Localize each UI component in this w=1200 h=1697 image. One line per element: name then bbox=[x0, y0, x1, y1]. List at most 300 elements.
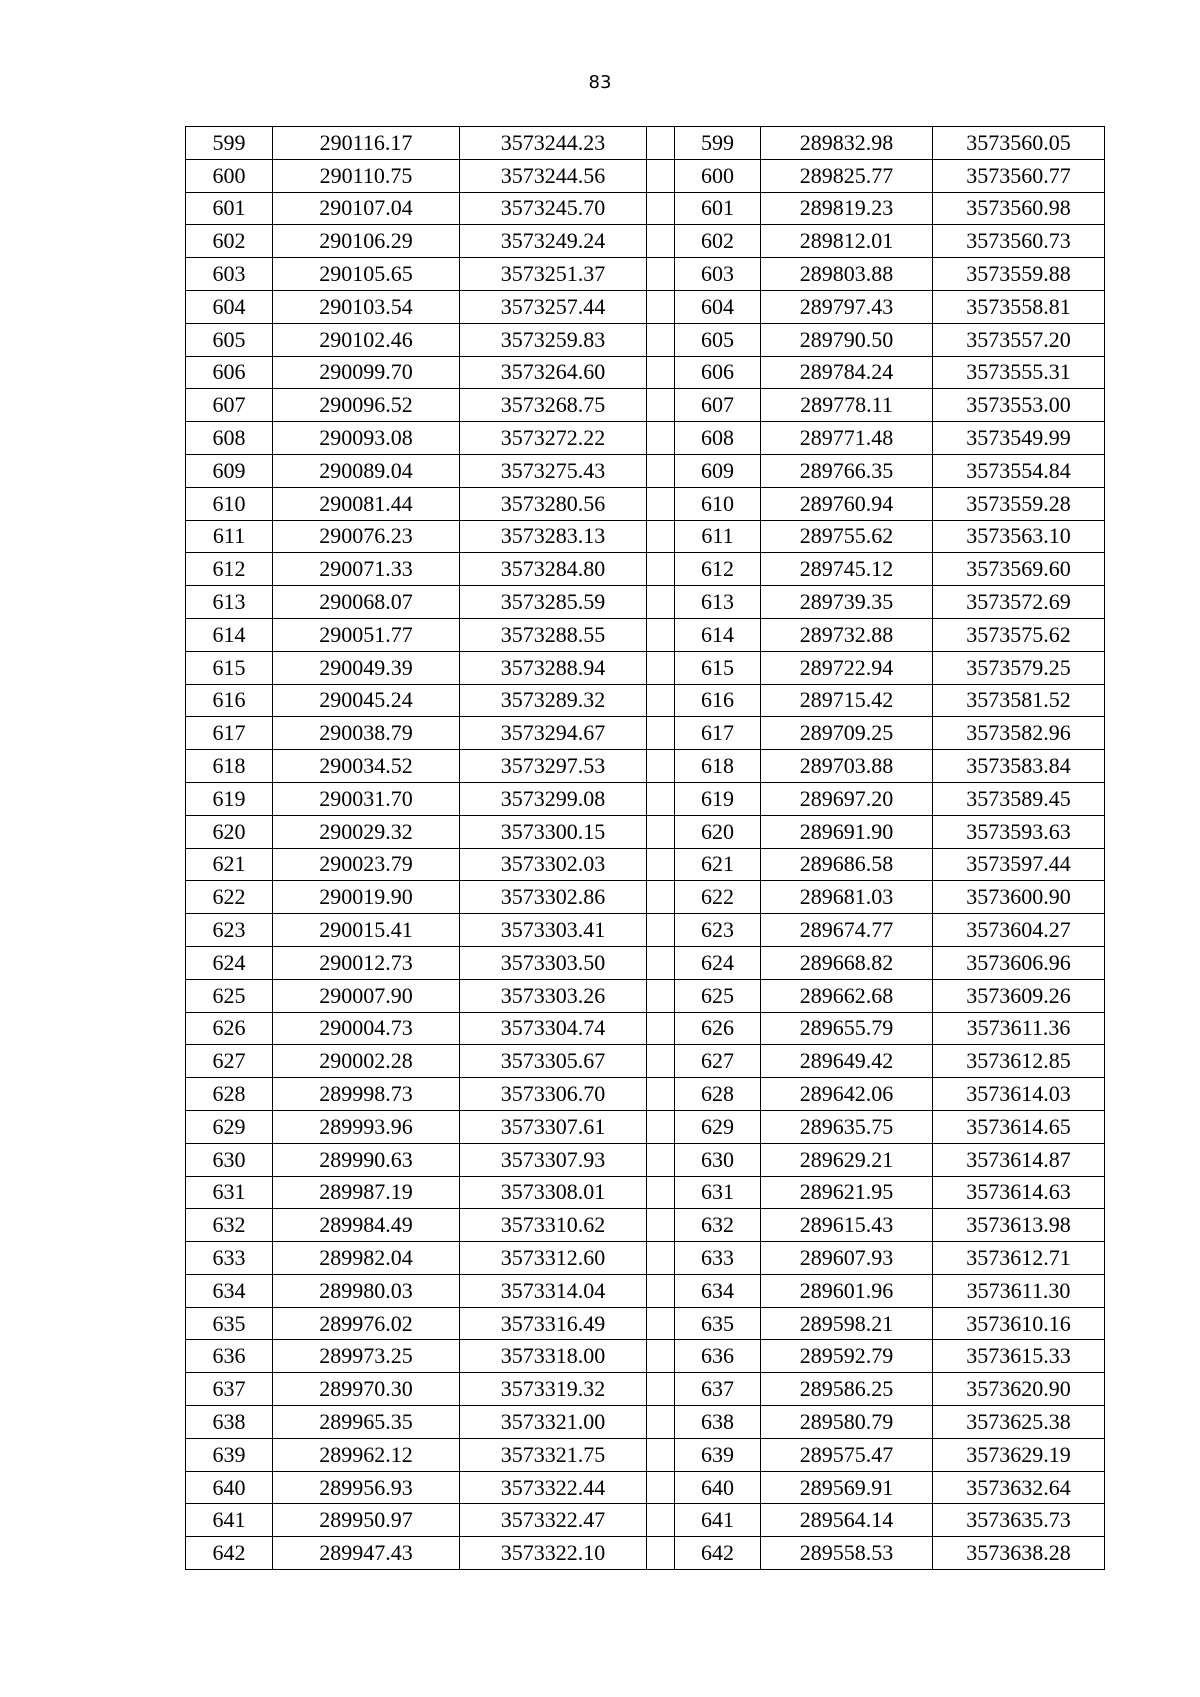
left-y-cell: 3573304.74 bbox=[460, 1012, 647, 1045]
left-point-id-cell: 604 bbox=[186, 290, 273, 323]
left-x-cell: 290068.07 bbox=[273, 586, 460, 619]
table-row bbox=[186, 1078, 1105, 1111]
table-row bbox=[186, 1307, 1105, 1340]
left-y-cell: 3573288.94 bbox=[460, 651, 647, 684]
left-x-cell: 290012.73 bbox=[273, 946, 460, 979]
right-y-cell: 3573560.77 bbox=[933, 159, 1105, 192]
right-y-cell: 3573635.73 bbox=[933, 1504, 1105, 1537]
right-y-cell: 3573614.87 bbox=[933, 1143, 1105, 1176]
right-x-cell: 289771.48 bbox=[761, 422, 933, 455]
left-point-id-cell: 615 bbox=[186, 651, 273, 684]
table-row bbox=[186, 1143, 1105, 1176]
table-row bbox=[186, 290, 1105, 323]
right-x-cell: 289825.77 bbox=[761, 159, 933, 192]
left-y-cell: 3573275.43 bbox=[460, 454, 647, 487]
right-point-id-cell: 609 bbox=[675, 454, 761, 487]
table-row bbox=[186, 1504, 1105, 1537]
right-x-cell: 289790.50 bbox=[761, 323, 933, 356]
right-point-id-cell: 640 bbox=[675, 1471, 761, 1504]
table-row bbox=[186, 356, 1105, 389]
table-row bbox=[186, 1176, 1105, 1209]
separator-cell bbox=[647, 750, 675, 783]
separator-cell bbox=[647, 487, 675, 520]
right-y-cell: 3573609.26 bbox=[933, 979, 1105, 1012]
right-x-cell: 289592.79 bbox=[761, 1340, 933, 1373]
right-x-cell: 289686.58 bbox=[761, 848, 933, 881]
left-x-cell: 290116.17 bbox=[273, 127, 460, 160]
right-x-cell: 289655.79 bbox=[761, 1012, 933, 1045]
separator-cell bbox=[647, 1340, 675, 1373]
right-x-cell: 289569.91 bbox=[761, 1471, 933, 1504]
table-row bbox=[186, 159, 1105, 192]
left-y-cell: 3573310.62 bbox=[460, 1209, 647, 1242]
right-point-id-cell: 639 bbox=[675, 1438, 761, 1471]
table-row bbox=[186, 1209, 1105, 1242]
right-x-cell: 289739.35 bbox=[761, 586, 933, 619]
right-y-cell: 3573589.45 bbox=[933, 782, 1105, 815]
left-point-id-cell: 599 bbox=[186, 127, 273, 160]
separator-cell bbox=[647, 1143, 675, 1176]
left-y-cell: 3573322.10 bbox=[460, 1537, 647, 1570]
left-point-id-cell: 612 bbox=[186, 553, 273, 586]
left-x-cell: 290096.52 bbox=[273, 389, 460, 422]
separator-cell bbox=[647, 356, 675, 389]
right-point-id-cell: 608 bbox=[675, 422, 761, 455]
table-row bbox=[186, 1537, 1105, 1570]
right-point-id-cell: 627 bbox=[675, 1045, 761, 1078]
left-point-id-cell: 608 bbox=[186, 422, 273, 455]
separator-cell bbox=[647, 1242, 675, 1275]
right-x-cell: 289649.42 bbox=[761, 1045, 933, 1078]
right-point-id-cell: 600 bbox=[675, 159, 761, 192]
table-row bbox=[186, 1045, 1105, 1078]
left-y-cell: 3573297.53 bbox=[460, 750, 647, 783]
left-point-id-cell: 641 bbox=[186, 1504, 273, 1537]
right-x-cell: 289760.94 bbox=[761, 487, 933, 520]
right-point-id-cell: 606 bbox=[675, 356, 761, 389]
left-point-id-cell: 603 bbox=[186, 258, 273, 291]
left-x-cell: 290071.33 bbox=[273, 553, 460, 586]
right-point-id-cell: 611 bbox=[675, 520, 761, 553]
left-x-cell: 290099.70 bbox=[273, 356, 460, 389]
right-x-cell: 289586.25 bbox=[761, 1373, 933, 1406]
right-y-cell: 3573582.96 bbox=[933, 717, 1105, 750]
coordinates-table bbox=[185, 126, 1105, 1570]
separator-cell bbox=[647, 1078, 675, 1111]
right-x-cell: 289732.88 bbox=[761, 618, 933, 651]
right-y-cell: 3573613.98 bbox=[933, 1209, 1105, 1242]
right-x-cell: 289629.21 bbox=[761, 1143, 933, 1176]
table-row bbox=[186, 586, 1105, 619]
table-row bbox=[186, 848, 1105, 881]
left-x-cell: 290002.28 bbox=[273, 1045, 460, 1078]
table-row bbox=[186, 258, 1105, 291]
left-x-cell: 290051.77 bbox=[273, 618, 460, 651]
left-point-id-cell: 600 bbox=[186, 159, 273, 192]
right-point-id-cell: 628 bbox=[675, 1078, 761, 1111]
right-x-cell: 289580.79 bbox=[761, 1406, 933, 1439]
separator-cell bbox=[647, 1045, 675, 1078]
right-point-id-cell: 624 bbox=[675, 946, 761, 979]
table-row bbox=[186, 1012, 1105, 1045]
left-x-cell: 289980.03 bbox=[273, 1274, 460, 1307]
separator-cell bbox=[647, 1110, 675, 1143]
right-y-cell: 3573563.10 bbox=[933, 520, 1105, 553]
left-y-cell: 3573251.37 bbox=[460, 258, 647, 291]
right-point-id-cell: 616 bbox=[675, 684, 761, 717]
left-y-cell: 3573289.32 bbox=[460, 684, 647, 717]
right-y-cell: 3573610.16 bbox=[933, 1307, 1105, 1340]
right-x-cell: 289812.01 bbox=[761, 225, 933, 258]
table-row bbox=[186, 651, 1105, 684]
left-point-id-cell: 621 bbox=[186, 848, 273, 881]
right-y-cell: 3573549.99 bbox=[933, 422, 1105, 455]
left-point-id-cell: 618 bbox=[186, 750, 273, 783]
left-x-cell: 290015.41 bbox=[273, 914, 460, 947]
left-y-cell: 3573305.67 bbox=[460, 1045, 647, 1078]
right-y-cell: 3573600.90 bbox=[933, 881, 1105, 914]
right-y-cell: 3573572.69 bbox=[933, 586, 1105, 619]
right-point-id-cell: 631 bbox=[675, 1176, 761, 1209]
right-x-cell: 289715.42 bbox=[761, 684, 933, 717]
separator-cell bbox=[647, 782, 675, 815]
separator-cell bbox=[647, 192, 675, 225]
right-y-cell: 3573579.25 bbox=[933, 651, 1105, 684]
table-row bbox=[186, 750, 1105, 783]
separator-cell bbox=[647, 1012, 675, 1045]
right-y-cell: 3573558.81 bbox=[933, 290, 1105, 323]
table-row bbox=[186, 487, 1105, 520]
left-x-cell: 290105.65 bbox=[273, 258, 460, 291]
left-point-id-cell: 623 bbox=[186, 914, 273, 947]
table-row bbox=[186, 717, 1105, 750]
right-y-cell: 3573638.28 bbox=[933, 1537, 1105, 1570]
left-point-id-cell: 617 bbox=[186, 717, 273, 750]
right-y-cell: 3573597.44 bbox=[933, 848, 1105, 881]
left-x-cell: 289947.43 bbox=[273, 1537, 460, 1570]
right-point-id-cell: 634 bbox=[675, 1274, 761, 1307]
left-y-cell: 3573259.83 bbox=[460, 323, 647, 356]
right-y-cell: 3573615.33 bbox=[933, 1340, 1105, 1373]
separator-cell bbox=[647, 651, 675, 684]
right-x-cell: 289668.82 bbox=[761, 946, 933, 979]
left-x-cell: 289993.96 bbox=[273, 1110, 460, 1143]
separator-cell bbox=[647, 159, 675, 192]
right-y-cell: 3573559.88 bbox=[933, 258, 1105, 291]
left-point-id-cell: 622 bbox=[186, 881, 273, 914]
separator-cell bbox=[647, 618, 675, 651]
right-point-id-cell: 615 bbox=[675, 651, 761, 684]
left-x-cell: 290103.54 bbox=[273, 290, 460, 323]
separator-cell bbox=[647, 225, 675, 258]
left-point-id-cell: 614 bbox=[186, 618, 273, 651]
left-point-id-cell: 630 bbox=[186, 1143, 273, 1176]
left-x-cell: 289965.35 bbox=[273, 1406, 460, 1439]
separator-cell bbox=[647, 1471, 675, 1504]
left-point-id-cell: 631 bbox=[186, 1176, 273, 1209]
table-row bbox=[186, 1110, 1105, 1143]
table-row bbox=[186, 422, 1105, 455]
right-x-cell: 289709.25 bbox=[761, 717, 933, 750]
right-x-cell: 289819.23 bbox=[761, 192, 933, 225]
right-y-cell: 3573611.36 bbox=[933, 1012, 1105, 1045]
right-y-cell: 3573625.38 bbox=[933, 1406, 1105, 1439]
left-x-cell: 289970.30 bbox=[273, 1373, 460, 1406]
left-y-cell: 3573249.24 bbox=[460, 225, 647, 258]
left-y-cell: 3573302.86 bbox=[460, 881, 647, 914]
left-point-id-cell: 636 bbox=[186, 1340, 273, 1373]
left-point-id-cell: 616 bbox=[186, 684, 273, 717]
left-x-cell: 290038.79 bbox=[273, 717, 460, 750]
left-y-cell: 3573244.23 bbox=[460, 127, 647, 160]
right-x-cell: 289755.62 bbox=[761, 520, 933, 553]
right-y-cell: 3573555.31 bbox=[933, 356, 1105, 389]
table-row bbox=[186, 1373, 1105, 1406]
right-x-cell: 289674.77 bbox=[761, 914, 933, 947]
right-x-cell: 289615.43 bbox=[761, 1209, 933, 1242]
separator-cell bbox=[647, 815, 675, 848]
separator-cell bbox=[647, 684, 675, 717]
right-point-id-cell: 626 bbox=[675, 1012, 761, 1045]
left-x-cell: 290019.90 bbox=[273, 881, 460, 914]
right-point-id-cell: 622 bbox=[675, 881, 761, 914]
right-point-id-cell: 603 bbox=[675, 258, 761, 291]
right-y-cell: 3573560.05 bbox=[933, 127, 1105, 160]
left-y-cell: 3573314.04 bbox=[460, 1274, 647, 1307]
left-y-cell: 3573299.08 bbox=[460, 782, 647, 815]
left-point-id-cell: 627 bbox=[186, 1045, 273, 1078]
right-y-cell: 3573559.28 bbox=[933, 487, 1105, 520]
right-point-id-cell: 614 bbox=[675, 618, 761, 651]
left-x-cell: 290110.75 bbox=[273, 159, 460, 192]
left-point-id-cell: 634 bbox=[186, 1274, 273, 1307]
right-y-cell: 3573560.98 bbox=[933, 192, 1105, 225]
left-x-cell: 289950.97 bbox=[273, 1504, 460, 1537]
left-point-id-cell: 638 bbox=[186, 1406, 273, 1439]
right-point-id-cell: 613 bbox=[675, 586, 761, 619]
left-y-cell: 3573302.03 bbox=[460, 848, 647, 881]
right-point-id-cell: 605 bbox=[675, 323, 761, 356]
right-point-id-cell: 617 bbox=[675, 717, 761, 750]
right-y-cell: 3573581.52 bbox=[933, 684, 1105, 717]
left-x-cell: 290004.73 bbox=[273, 1012, 460, 1045]
left-x-cell: 289956.93 bbox=[273, 1471, 460, 1504]
left-y-cell: 3573308.01 bbox=[460, 1176, 647, 1209]
left-point-id-cell: 629 bbox=[186, 1110, 273, 1143]
separator-cell bbox=[647, 914, 675, 947]
separator-cell bbox=[647, 848, 675, 881]
left-x-cell: 290034.52 bbox=[273, 750, 460, 783]
right-point-id-cell: 642 bbox=[675, 1537, 761, 1570]
right-point-id-cell: 612 bbox=[675, 553, 761, 586]
left-y-cell: 3573268.75 bbox=[460, 389, 647, 422]
table-row bbox=[186, 389, 1105, 422]
table-row bbox=[186, 979, 1105, 1012]
right-x-cell: 289621.95 bbox=[761, 1176, 933, 1209]
table-row bbox=[186, 1242, 1105, 1275]
separator-cell bbox=[647, 586, 675, 619]
right-y-cell: 3573614.63 bbox=[933, 1176, 1105, 1209]
table-row bbox=[186, 1274, 1105, 1307]
left-y-cell: 3573307.93 bbox=[460, 1143, 647, 1176]
right-x-cell: 289766.35 bbox=[761, 454, 933, 487]
right-x-cell: 289797.43 bbox=[761, 290, 933, 323]
left-y-cell: 3573303.41 bbox=[460, 914, 647, 947]
right-y-cell: 3573614.65 bbox=[933, 1110, 1105, 1143]
left-y-cell: 3573318.00 bbox=[460, 1340, 647, 1373]
left-y-cell: 3573321.75 bbox=[460, 1438, 647, 1471]
right-x-cell: 289681.03 bbox=[761, 881, 933, 914]
right-y-cell: 3573632.64 bbox=[933, 1471, 1105, 1504]
left-x-cell: 290031.70 bbox=[273, 782, 460, 815]
separator-cell bbox=[647, 454, 675, 487]
separator-cell bbox=[647, 323, 675, 356]
right-y-cell: 3573611.30 bbox=[933, 1274, 1105, 1307]
right-point-id-cell: 618 bbox=[675, 750, 761, 783]
left-y-cell: 3573283.13 bbox=[460, 520, 647, 553]
separator-cell bbox=[647, 1373, 675, 1406]
left-x-cell: 290007.90 bbox=[273, 979, 460, 1012]
left-x-cell: 290102.46 bbox=[273, 323, 460, 356]
left-x-cell: 289984.49 bbox=[273, 1209, 460, 1242]
left-point-id-cell: 605 bbox=[186, 323, 273, 356]
separator-cell bbox=[647, 553, 675, 586]
left-y-cell: 3573316.49 bbox=[460, 1307, 647, 1340]
separator-cell bbox=[647, 979, 675, 1012]
right-y-cell: 3573554.84 bbox=[933, 454, 1105, 487]
right-point-id-cell: 621 bbox=[675, 848, 761, 881]
left-x-cell: 289973.25 bbox=[273, 1340, 460, 1373]
left-y-cell: 3573322.47 bbox=[460, 1504, 647, 1537]
left-y-cell: 3573285.59 bbox=[460, 586, 647, 619]
right-y-cell: 3573606.96 bbox=[933, 946, 1105, 979]
right-x-cell: 289662.68 bbox=[761, 979, 933, 1012]
table-row bbox=[186, 1406, 1105, 1439]
right-y-cell: 3573604.27 bbox=[933, 914, 1105, 947]
left-y-cell: 3573264.60 bbox=[460, 356, 647, 389]
left-point-id-cell: 611 bbox=[186, 520, 273, 553]
right-x-cell: 289575.47 bbox=[761, 1438, 933, 1471]
left-x-cell: 290089.04 bbox=[273, 454, 460, 487]
left-point-id-cell: 607 bbox=[186, 389, 273, 422]
right-point-id-cell: 636 bbox=[675, 1340, 761, 1373]
left-x-cell: 290023.79 bbox=[273, 848, 460, 881]
right-y-cell: 3573560.73 bbox=[933, 225, 1105, 258]
right-x-cell: 289784.24 bbox=[761, 356, 933, 389]
left-point-id-cell: 601 bbox=[186, 192, 273, 225]
right-x-cell: 289722.94 bbox=[761, 651, 933, 684]
left-y-cell: 3573303.26 bbox=[460, 979, 647, 1012]
left-x-cell: 290076.23 bbox=[273, 520, 460, 553]
separator-cell bbox=[647, 290, 675, 323]
right-x-cell: 289778.11 bbox=[761, 389, 933, 422]
separator-cell bbox=[647, 1274, 675, 1307]
separator-cell bbox=[647, 881, 675, 914]
left-point-id-cell: 639 bbox=[186, 1438, 273, 1471]
table-row bbox=[186, 1438, 1105, 1471]
table-row bbox=[186, 323, 1105, 356]
right-point-id-cell: 607 bbox=[675, 389, 761, 422]
coordinates-table-body bbox=[186, 127, 1105, 1570]
right-point-id-cell: 620 bbox=[675, 815, 761, 848]
left-y-cell: 3573257.44 bbox=[460, 290, 647, 323]
left-point-id-cell: 637 bbox=[186, 1373, 273, 1406]
right-point-id-cell: 637 bbox=[675, 1373, 761, 1406]
separator-cell bbox=[647, 946, 675, 979]
right-x-cell: 289803.88 bbox=[761, 258, 933, 291]
table-row bbox=[186, 1471, 1105, 1504]
separator-cell bbox=[647, 1176, 675, 1209]
right-y-cell: 3573612.71 bbox=[933, 1242, 1105, 1275]
table-row bbox=[186, 225, 1105, 258]
left-x-cell: 289982.04 bbox=[273, 1242, 460, 1275]
left-y-cell: 3573280.56 bbox=[460, 487, 647, 520]
left-y-cell: 3573306.70 bbox=[460, 1078, 647, 1111]
left-point-id-cell: 625 bbox=[186, 979, 273, 1012]
left-y-cell: 3573294.67 bbox=[460, 717, 647, 750]
left-y-cell: 3573300.15 bbox=[460, 815, 647, 848]
right-point-id-cell: 641 bbox=[675, 1504, 761, 1537]
left-point-id-cell: 635 bbox=[186, 1307, 273, 1340]
left-y-cell: 3573288.55 bbox=[460, 618, 647, 651]
left-point-id-cell: 602 bbox=[186, 225, 273, 258]
left-y-cell: 3573272.22 bbox=[460, 422, 647, 455]
left-x-cell: 289987.19 bbox=[273, 1176, 460, 1209]
table-row bbox=[186, 618, 1105, 651]
right-y-cell: 3573620.90 bbox=[933, 1373, 1105, 1406]
right-y-cell: 3573583.84 bbox=[933, 750, 1105, 783]
separator-cell bbox=[647, 1537, 675, 1570]
left-x-cell: 290093.08 bbox=[273, 422, 460, 455]
separator-cell bbox=[647, 1307, 675, 1340]
right-y-cell: 3573553.00 bbox=[933, 389, 1105, 422]
right-point-id-cell: 635 bbox=[675, 1307, 761, 1340]
right-x-cell: 289642.06 bbox=[761, 1078, 933, 1111]
right-point-id-cell: 599 bbox=[675, 127, 761, 160]
right-point-id-cell: 601 bbox=[675, 192, 761, 225]
right-point-id-cell: 623 bbox=[675, 914, 761, 947]
table-row bbox=[186, 553, 1105, 586]
right-point-id-cell: 619 bbox=[675, 782, 761, 815]
left-y-cell: 3573322.44 bbox=[460, 1471, 647, 1504]
right-x-cell: 289691.90 bbox=[761, 815, 933, 848]
left-point-id-cell: 609 bbox=[186, 454, 273, 487]
left-x-cell: 289990.63 bbox=[273, 1143, 460, 1176]
left-x-cell: 289962.12 bbox=[273, 1438, 460, 1471]
separator-cell bbox=[647, 1406, 675, 1439]
left-y-cell: 3573244.56 bbox=[460, 159, 647, 192]
right-x-cell: 289558.53 bbox=[761, 1537, 933, 1570]
left-y-cell: 3573303.50 bbox=[460, 946, 647, 979]
left-y-cell: 3573245.70 bbox=[460, 192, 647, 225]
table-row bbox=[186, 192, 1105, 225]
left-point-id-cell: 610 bbox=[186, 487, 273, 520]
table-row bbox=[186, 881, 1105, 914]
right-y-cell: 3573612.85 bbox=[933, 1045, 1105, 1078]
right-y-cell: 3573569.60 bbox=[933, 553, 1105, 586]
right-x-cell: 289598.21 bbox=[761, 1307, 933, 1340]
left-x-cell: 290081.44 bbox=[273, 487, 460, 520]
left-y-cell: 3573284.80 bbox=[460, 553, 647, 586]
right-point-id-cell: 638 bbox=[675, 1406, 761, 1439]
right-y-cell: 3573614.03 bbox=[933, 1078, 1105, 1111]
right-y-cell: 3573629.19 bbox=[933, 1438, 1105, 1471]
left-y-cell: 3573321.00 bbox=[460, 1406, 647, 1439]
left-point-id-cell: 619 bbox=[186, 782, 273, 815]
right-x-cell: 289635.75 bbox=[761, 1110, 933, 1143]
table-row bbox=[186, 946, 1105, 979]
separator-cell bbox=[647, 127, 675, 160]
